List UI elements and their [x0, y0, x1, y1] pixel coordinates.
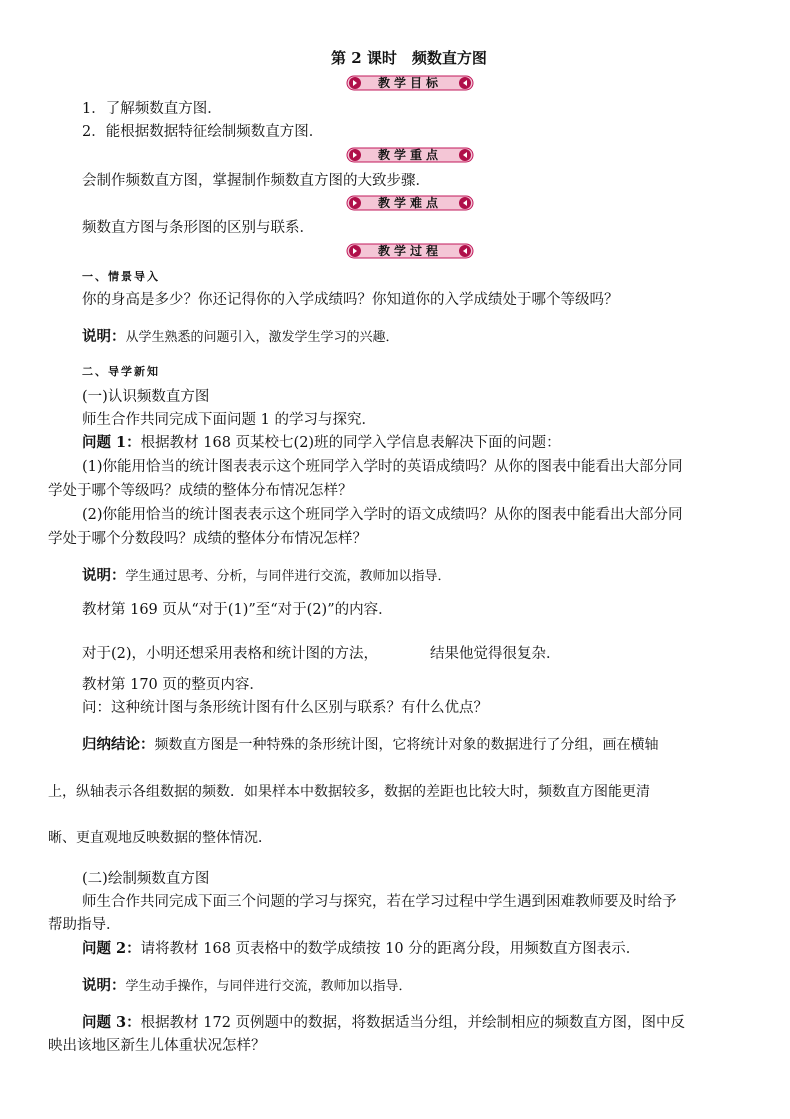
- goal-item-1: 1．了解频数直方图．: [82, 101, 222, 117]
- part2-intro-line1: 师生合作共同完成下面三个问题的学习与探究，若在学习过程中学生遇到困难教师要及时给予: [82, 894, 677, 910]
- banner-key-points: [346, 146, 474, 164]
- question-label: 问题 3：: [82, 1014, 141, 1031]
- note-3: [82, 975, 412, 996]
- question-label: 问题 1：: [82, 434, 141, 451]
- textbook-reference-2a: 对于(2)，小明还想采用表格和统计图的方法，: [82, 646, 379, 662]
- textbook-reference-3: 教材第 170 页的整页内容．: [82, 677, 264, 693]
- part2-intro-line2: 帮助指导．: [48, 917, 121, 933]
- question-1b-line1: (2)你能用恰当的统计图表表示这个班同学入学时的语文成绩吗？从你的图表中能看出大部分同: [82, 507, 683, 523]
- note-label: 说明：: [82, 977, 126, 994]
- conclusion-text: 频数直方图是一种特殊的条形统计图，它将统计对象的数据进行了分组，画在横轴: [154, 737, 659, 753]
- question-3: [82, 1013, 685, 1033]
- textbook-reference-1: 教材第 169 页从“对于(1)”至“对于(2)”的内容．: [82, 602, 393, 618]
- conclusion-line-1: [82, 734, 659, 755]
- note-text: 学生通过思考、分析，与同伴进行交流，教师加以指导．: [125, 569, 451, 584]
- note-label: 说明：: [82, 328, 126, 345]
- conclusion-line-2: 上，纵轴表示各组数据的频数．如果样本中数据较多，数据的差距也比较大时，频数直方图能更清: [48, 784, 650, 800]
- banner-difficulties: [346, 194, 474, 212]
- question-1b-line2: 学处于哪个分数段吗？成绩的整体分布情况怎样？: [48, 531, 367, 547]
- note-2: [82, 565, 451, 586]
- banner-label: 教学过程: [377, 244, 442, 258]
- banner-label: 教学目标: [377, 76, 442, 90]
- note-text: 学生动手操作，与同伴进行交流，教师加以指导．: [125, 979, 412, 994]
- page-title: 第 2 课时 频数直方图: [331, 49, 487, 67]
- part1-intro: 师生合作共同完成下面问题 1 的学习与探究．: [82, 412, 376, 428]
- section-heading-1: 一、情景导入: [82, 270, 160, 283]
- conclusion-line-3: 晰、更直观地反映数据的整体情况．: [48, 830, 272, 846]
- question-label: 问题 2：: [82, 940, 141, 957]
- key-point-text: 会制作频数直方图，掌握制作频数直方图的大致步骤．: [82, 173, 430, 189]
- question-text: 根据教材 172 页例题中的数据，将数据适当分组，并绘制相应的频数直方图，图中反: [140, 1015, 686, 1031]
- discussion-question: 问：这种统计图与条形统计图有什么区别与联系？有什么优点？: [82, 700, 488, 716]
- note-text: 从学生熟悉的问题引入，激发学生学习的兴趣．: [125, 330, 399, 345]
- section-heading-2: 二、导学新知: [82, 365, 160, 378]
- question-1a-line2: 学处于哪个等级吗？成绩的整体分布情况怎样？: [48, 483, 353, 499]
- question-text: 请将教材 168 页表格中的数学成绩按 10 分的距离分段，用频数直方图表示．: [140, 941, 641, 957]
- banner-label: 教学难点: [377, 196, 442, 210]
- question-text: 根据教材 168 页某校七(2)班的同学入学信息表解决下面的问题：: [140, 435, 561, 451]
- question-2: [82, 939, 640, 959]
- question-3-line2: 映出该地区新生儿体重状况怎样？: [48, 1038, 266, 1054]
- note-label: 说明：: [82, 567, 126, 584]
- goal-item-2: 2．能根据数据特征绘制频数直方图．: [82, 124, 324, 140]
- note-1: [82, 326, 399, 347]
- banner-teaching-goals: [346, 74, 474, 92]
- conclusion-label: 归纳结论：: [82, 736, 155, 753]
- subsection-heading-1: (一)认识频数直方图: [82, 389, 210, 405]
- banner-teaching-process: [346, 242, 474, 260]
- question-1: [82, 433, 561, 453]
- difficulty-text: 频数直方图与条形图的区别与联系．: [82, 220, 314, 236]
- intro-question: 你的身高是多少？你还记得你的入学成绩吗？你知道你的入学成绩处于哪个等级吗？: [82, 292, 619, 308]
- subsection-heading-2: (二)绘制频数直方图: [82, 871, 210, 887]
- question-1a-line1: (1)你能用恰当的统计图表表示这个班同学入学时的英语成绩吗？从你的图表中能看出大部分同: [82, 459, 683, 475]
- banner-label: 教学重点: [377, 148, 442, 162]
- textbook-reference-2b: 结果他觉得很复杂．: [430, 646, 561, 662]
